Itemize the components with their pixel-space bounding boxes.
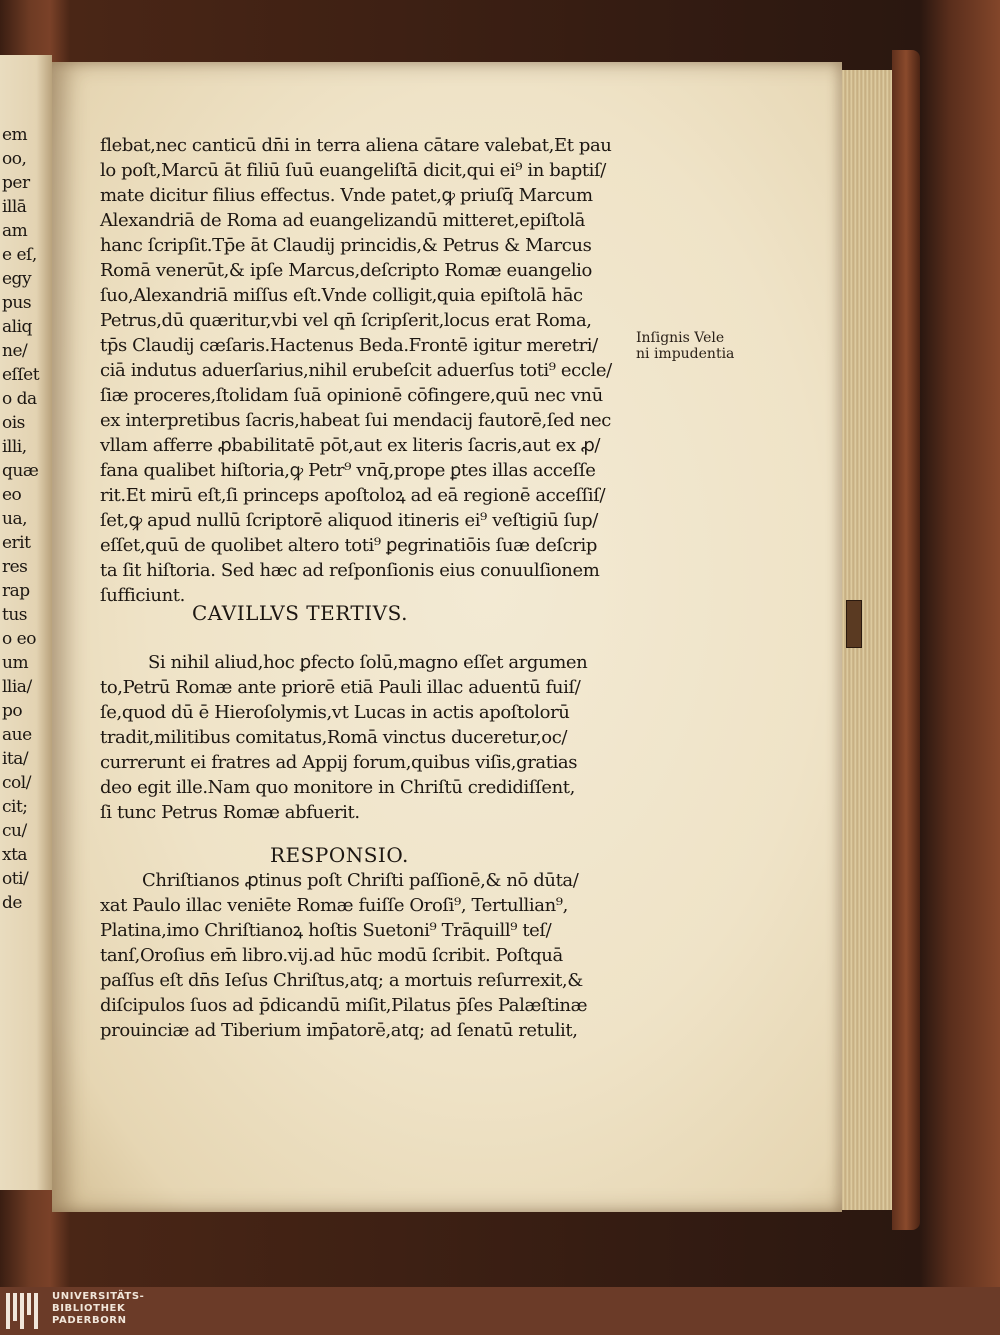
text-line: ſuo,Alexandriā miſſus eſt.Vnde colligit,quia epiſtolā hāc	[100, 285, 583, 306]
text-line: diſcipulos ſuos ad p̄dicandū miſit,Pilatus p̄ſes Palæſtinæ	[100, 995, 588, 1016]
text-line: ciā indutus aduerſarius,nihil erubeſcit aduerſus toti⁹ eccle/	[100, 360, 612, 381]
left-page-fragment: cit;	[2, 797, 28, 817]
left-page-fragment: ois	[2, 413, 25, 433]
text-line: lo poſt,Marcū āt filiū ſuū euangeliſtā dicit,qui ei⁹ in baptiſ/	[100, 160, 606, 181]
heading-cavillus: CAVILLVS TERTIVS.	[192, 601, 408, 625]
left-page-fragment: am	[2, 221, 28, 241]
left-page-fragment: per	[2, 173, 30, 193]
text-line: rit.Et mirū eſt,ſi princeps apoſtoloꝝ ad eā regionē acceſſiſ/	[100, 485, 606, 506]
text-line: mate dicitur filius effectus. Vnde patet,ꝙ priuſq̄ Marcum	[100, 185, 593, 206]
library-name	[52, 1291, 144, 1327]
section-1-text	[100, 650, 630, 825]
left-page-fragment: egy	[2, 269, 32, 289]
text-line: ſufficiunt.	[100, 585, 185, 606]
text-line: currerunt ei fratres ad Appij forum,quibus viſis,gratias	[100, 752, 578, 773]
left-page-fragment: po	[2, 701, 23, 721]
text-line: tanſ,Oroſius em̄ libro.vij.ad hūc modū ſcribit. Poſtquā	[100, 945, 563, 966]
text-line: ſi tunc Petrus Romæ abfuerit.	[100, 802, 360, 823]
text-line: Alexandriā de Roma ad euangelizandū mitteret,epiſtolā	[100, 210, 586, 231]
text-line: to,Petrū Romæ ante priorē etiā Pauli illac aduentū fuiſ/	[100, 677, 581, 698]
text-line: xat Paulo illac veniēte Romæ fuiſſe Oroſi⁹, Tertullian⁹,	[100, 895, 568, 916]
text-line: Platina,imo Chriſtianoꝝ hoſtis Suetoni⁹ Trāquill⁹ teſ/	[100, 920, 552, 941]
left-page-fragment: e eſ,	[2, 245, 37, 265]
left-page-fragment: col/	[2, 773, 31, 793]
text-line: tradit,militibus comitatus,Romā vinctus duceretur,oc/	[100, 727, 568, 748]
left-page-fragment: ita/	[2, 749, 29, 769]
text-line: Petrus,dū quæritur,vbi vel qn̄ ſcripſerit,locus erat Roma,	[100, 310, 592, 331]
text-line: Si nihil aliud,hoc ꝑfecto ſolū,magno eſſet argumen	[148, 652, 588, 673]
text-line: ſet,ꝙ apud nullū ſcriptorē aliquod itineris ei⁹ veſtigiū ſup/	[100, 510, 598, 531]
library-footer	[0, 1287, 1000, 1335]
left-page-fragment: de	[2, 893, 22, 913]
library-name-line-1: UNIVERSITÄTS-	[52, 1291, 145, 1302]
left-page-fragment: oti/	[2, 869, 29, 889]
left-page-fragment: o eo	[2, 629, 36, 649]
text-line: ſiæ proceres,ſtolidam ſuā opinionē cōfingere,quū nec vnū	[100, 385, 603, 406]
text-line: prouinciæ ad Tiberium imp̄atorē,atq; ad ſenatū retulit,	[100, 1020, 578, 1041]
left-page-fragment: illā	[2, 197, 27, 217]
left-page-fragment: rap	[2, 581, 30, 601]
left-page-fragment: llia/	[2, 677, 32, 697]
left-page-fragment: aue	[2, 725, 32, 745]
left-page-fragment: ua,	[2, 509, 27, 529]
left-page-fragment: em	[2, 125, 28, 145]
text-line: tp̄s Claudij cæſaris.Hactenus Beda.Frontē igitur meretri/	[100, 335, 598, 356]
left-page-fragment: pus	[2, 293, 32, 313]
heading-responsio: RESPONSIO.	[270, 843, 409, 867]
text-line: Romā venerūt,& ipſe Marcus,deſcripto Romæ euangelio	[100, 260, 592, 281]
text-line: flebat,nec canticū dn̄i in terra aliena cātare valebat,Et pau	[100, 135, 612, 156]
left-page-fragment: aliq	[2, 317, 32, 337]
text-line: eſſet,quū de quolibet altero toti⁹ ꝑegrinatiōis ſuæ deſcrip	[100, 535, 597, 556]
book-cover-edge	[892, 50, 920, 1230]
left-page-fragment: ne/	[2, 341, 28, 361]
text-line: ſe,quod dū ē Hieroſolymis,vt Lucas in actis apoſtolorū	[100, 702, 570, 723]
margin-note-line-1: Inſignis Vele	[636, 330, 725, 346]
left-page-fragment: erit	[2, 533, 31, 553]
text-line: fana qualibet hiſtoria,ꝙ Petr⁹ vnq̄,prope ꝑtes illas acceſſe	[100, 460, 596, 481]
left-page-fragment: quæ	[2, 461, 39, 481]
left-page-fragment: oo,	[2, 149, 27, 169]
left-page-fragment: xta	[2, 845, 28, 865]
left-page-fragment: res	[2, 557, 28, 577]
text-line: Chriſtianos ꝓtinus poſt Chriſti paſſionē,& nō dūta/	[142, 870, 579, 891]
text-line: paſſus eſt dn̄s Ieſus Chriſtus,atq; a mortuis reſurrexit,&	[100, 970, 583, 991]
text-line: ta ſit hiſtoria. Sed hæc ad reſponſionis eius conuulſionem	[100, 560, 600, 581]
left-page-fragment: eſſet	[2, 365, 40, 385]
left-page-fragment: eo	[2, 485, 22, 505]
left-page	[0, 55, 52, 1190]
left-page-fragment: cu/	[2, 821, 27, 841]
text-line: hanc ſcripſit.Tp̄e āt Claudij princidis,& Petrus & Marcus	[100, 235, 592, 256]
section-2-text	[100, 868, 630, 1043]
margin-note-line-2: ni impudentia	[636, 346, 735, 362]
text-line: vllam afferre ꝓbabilitatē pōt,aut ex literis ſacris,aut ex ꝓ/	[100, 435, 601, 456]
library-logo-icon	[6, 1293, 46, 1329]
main-text	[100, 133, 630, 608]
left-page-fragment: tus	[2, 605, 28, 625]
library-name-line-2: BIBLIOTHEK	[52, 1303, 126, 1314]
left-page-fragment: illi,	[2, 437, 27, 457]
text-line: ex interpretibus ſacris,habeat ſui mendacij fautorē,ſed nec	[100, 410, 611, 431]
library-name-line-3: PADERBORN	[52, 1315, 127, 1326]
text-line: deo egit ille.Nam quo monitore in Chriſtū credidiſſent,	[100, 777, 575, 798]
left-page-fragment: o da	[2, 389, 37, 409]
clasp	[846, 600, 862, 648]
left-page-fragment: um	[2, 653, 29, 673]
margin-note	[636, 330, 734, 362]
